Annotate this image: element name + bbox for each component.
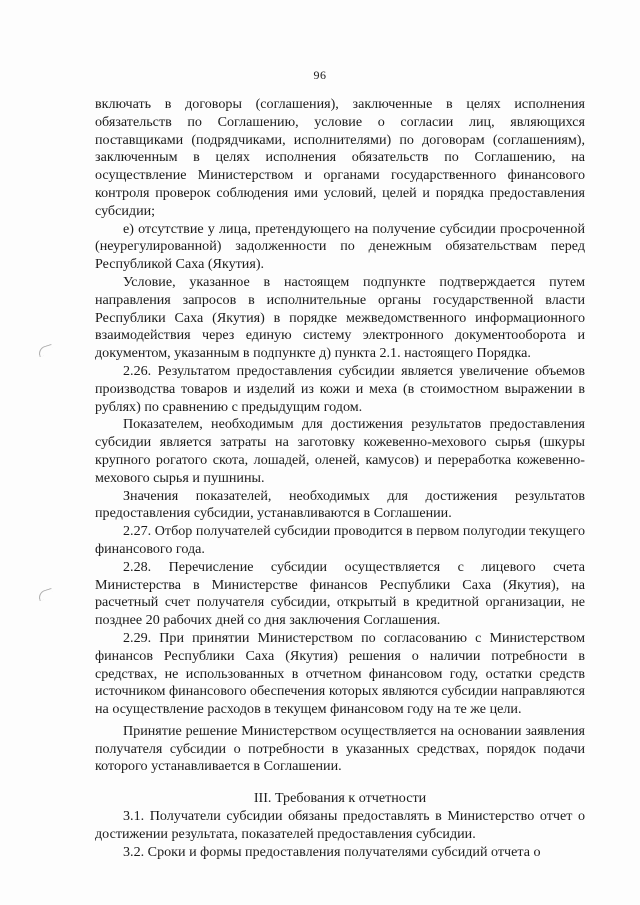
- section-heading: III. Требования к отчетности: [253, 790, 427, 807]
- paragraph: 2.27. Отбор получателей субсидии проводится в первом полугодии текущего финансового года.: [95, 523, 585, 557]
- scan-margin-mark: [37, 344, 54, 357]
- page-number: 96: [313, 68, 327, 82]
- paragraph: Значения показателей, необходимых для достижения результатов предоставления субсидии, устанавливаются в Соглашении.: [95, 487, 585, 522]
- paragraph: е) отсутствие у лица, претендующего на получение субсидии просроченной (неурегулированной) задолженности по денежным обязательствам перед Республикой Саха (Якутия).: [95, 220, 585, 273]
- paragraph: Показателем, необходимым для достижения результатов предоставления субсидии является затраты на заготовку кожевенно-мехового сырья (шкуры крупного рогатого скота, лошадей, оленей, камусов) и переработка кожевенно-мехового сырья и пушнины.: [95, 416, 585, 486]
- paragraph: 2.28. Перечисление субсидии осуществляется с лицевого счета Министерства в Министерстве финансов Республики Саха (Якутия), на расчетный счет получателя субсидии, открытый в кредитной организации, не позднее 20 рабочих дней со дня заключения Соглашения.: [95, 558, 585, 629]
- paragraph: 3.2. Сроки и формы предоставления получателями субсидий отчета о: [123, 843, 541, 860]
- paragraph: Условие, указанное в настоящем подпункте подтверждается путем направления запросов в исполнительные органы государственной власти Республики Саха (Якутия) в порядке межведомственного информационного взаимодействия через единую систему электронного документооборота и документом, указанным в подпункте д) пункта 2.1. настоящего Порядка.: [95, 273, 585, 362]
- scan-margin-mark: [37, 588, 54, 601]
- paragraph: 2.26. Результатом предоставления субсидии является увеличение объемов производства товаров и изделий из кожи и меха (в стоимостном выражении в рублях) по сравнению с предыдущим годом.: [95, 362, 585, 415]
- paragraph: Принятие решение Министерством осуществляется на основании заявления получателя субсидии о потребности в указанных средствах, порядок подачи которого устанавливается в Соглашении.: [95, 722, 585, 775]
- paragraph: включать в договоры (соглашения), заключенные в целях исполнения обязательств по Соглашению, условие о согласии лиц, являющихся поставщиками (подрядчиками, исполнителями) по договорам (соглашениям), заключенным в целях исполнения обязательств по Соглашению, на осуществление Министерством и органами государственного финансового контроля проверок соблюдения ими условий, целей и порядка предоставления субсидии;: [95, 96, 585, 219]
- paragraph: 2.29. При принятии Министерством по согласованию с Министерством финансов Республики Саха (Якутия) решения о наличии потребности в средствах, не использованных в отчетном финансовом году, остатки средств источником финансового обеспечения которых являются субсидии направляются на осуществление расходов в текущем финансовом году на те же цели.: [95, 629, 585, 718]
- document-body: [95, 96, 585, 861]
- paragraph: 3.1. Получатели субсидии обязаны предоставлять в Министерство отчет о достижении результата, показателей предоставления субсидии.: [95, 808, 585, 842]
